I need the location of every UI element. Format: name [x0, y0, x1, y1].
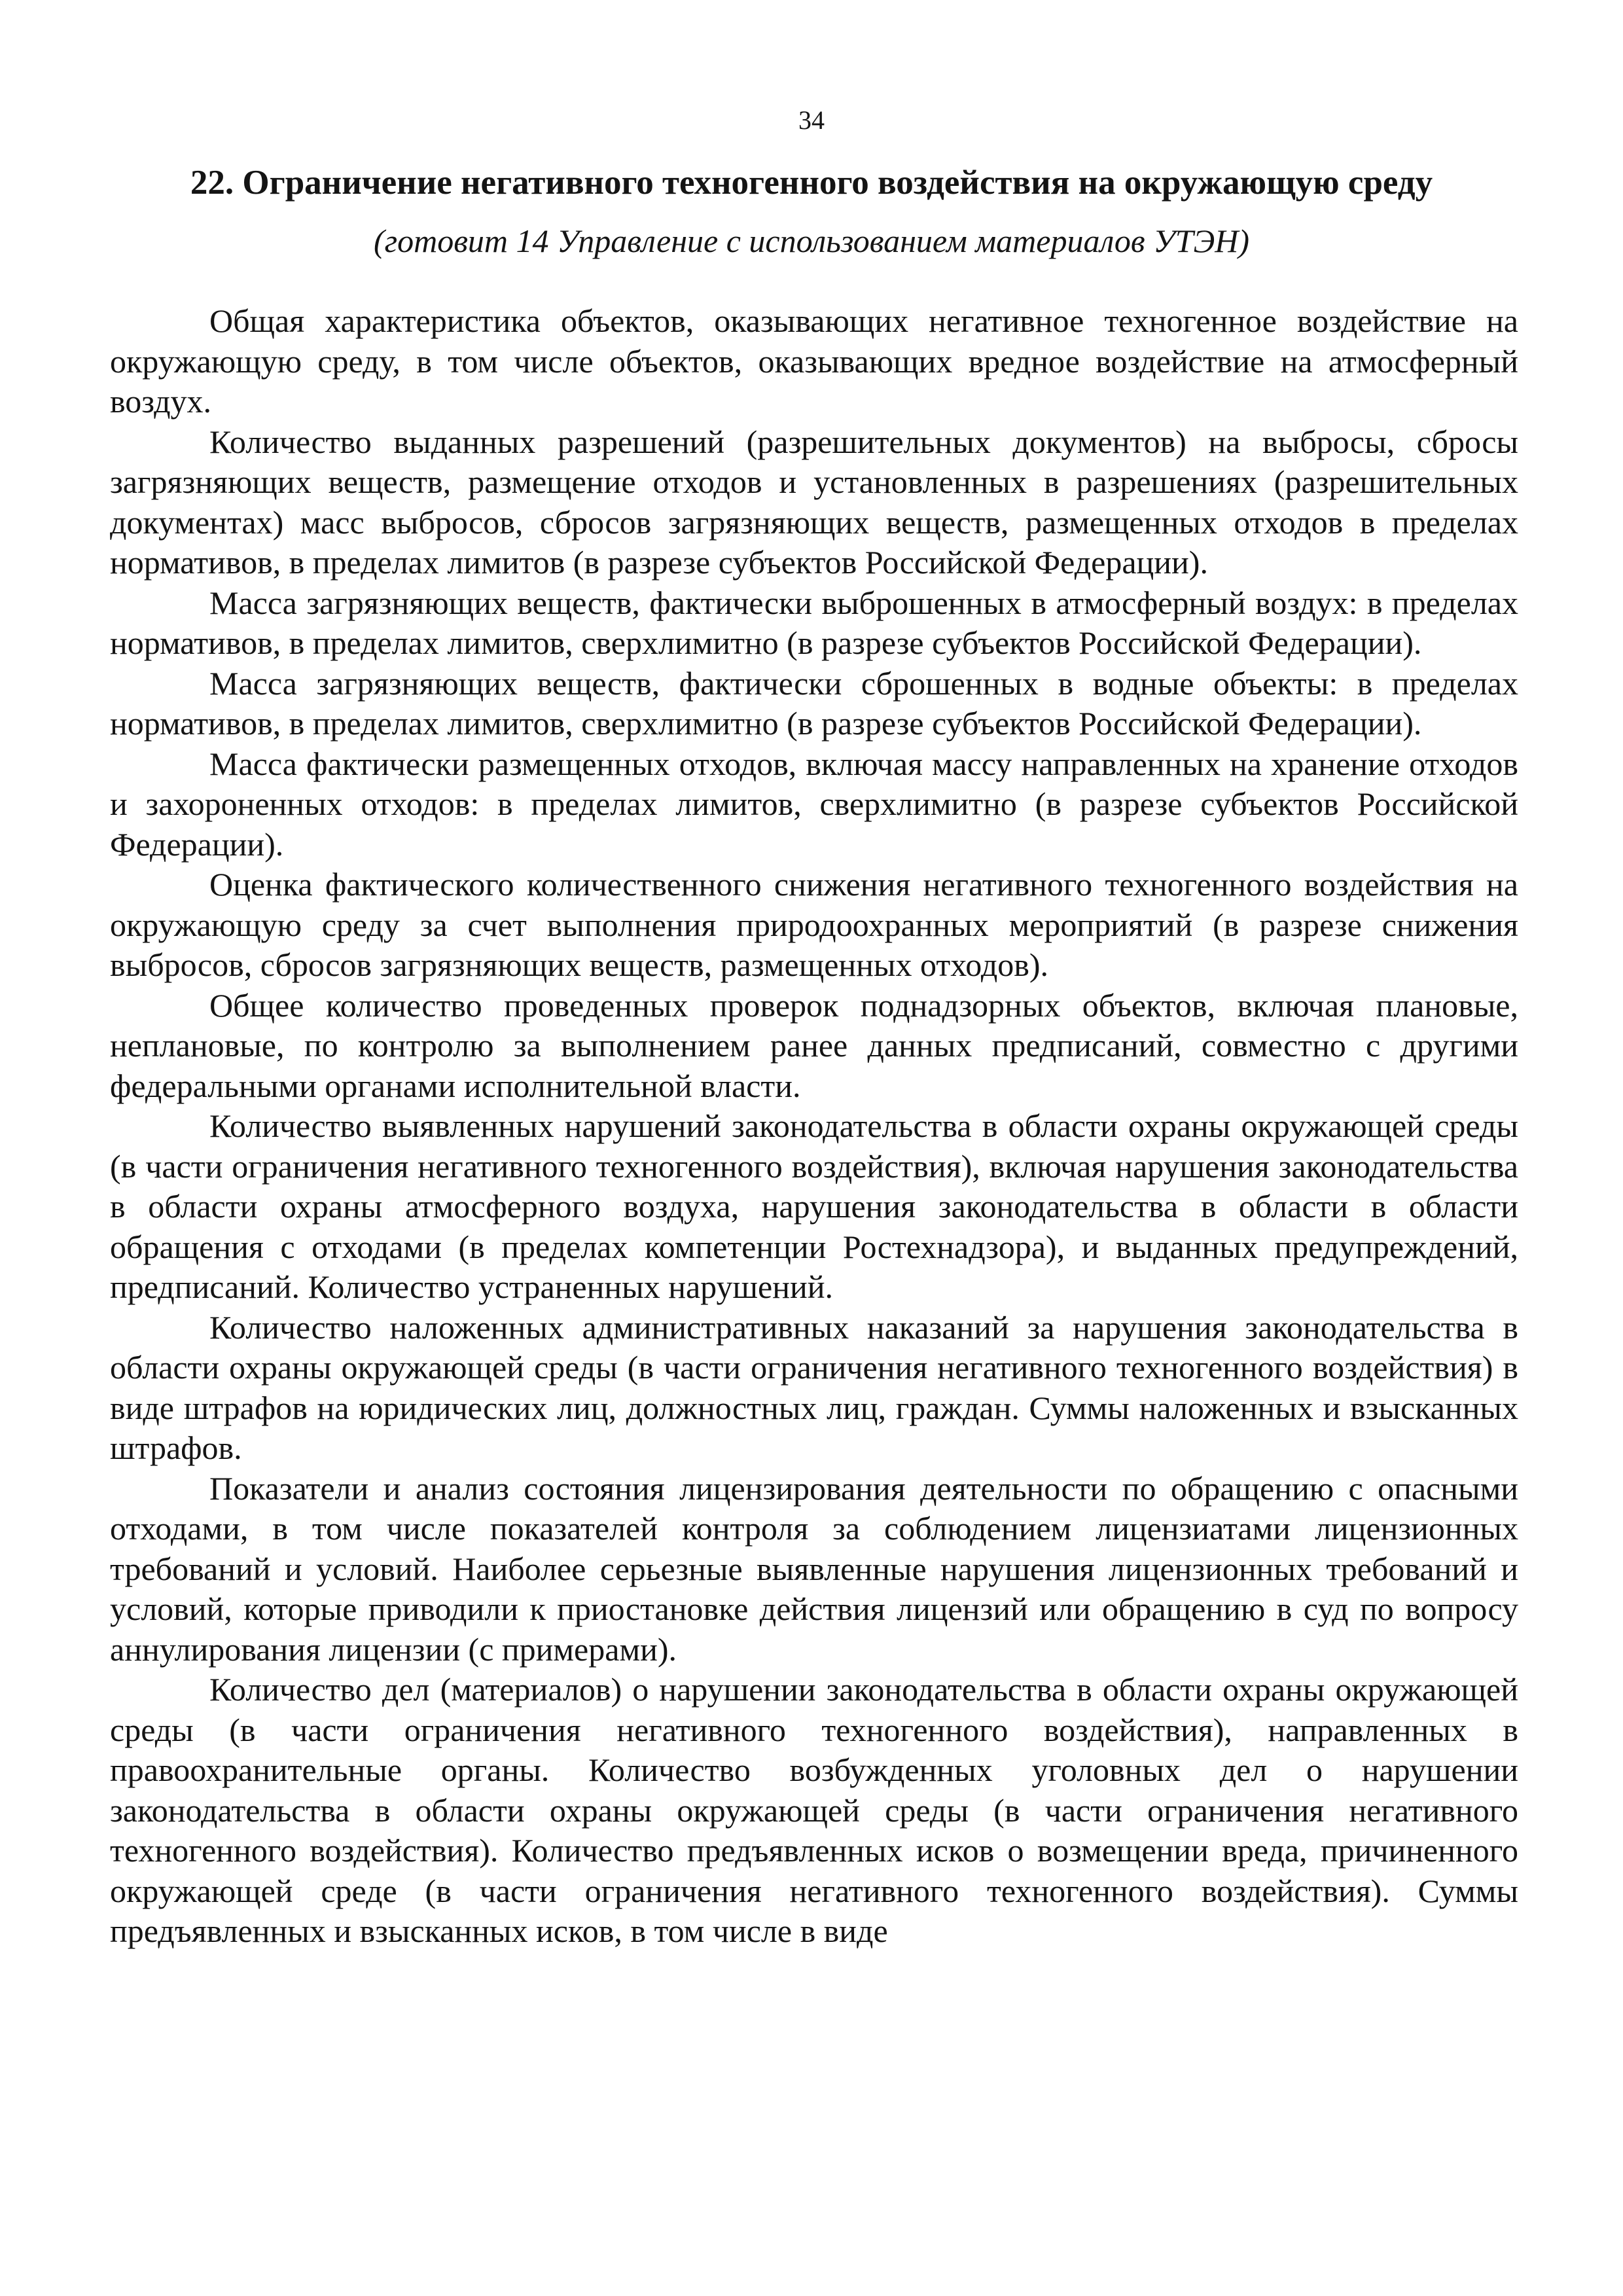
paragraph: Масса загрязняющих веществ, фактически сброшенных в водные объекты: в пределах нормативов, в пределах лимитов, сверхлимитно (в разрезе субъектов Российской Федерации). — [110, 664, 1518, 742]
paragraph: Общая характеристика объектов, оказывающих негативное техногенное воздействие на окружающую среду, в том числе объектов, оказывающих вредное воздействие на атмосферный воздух. — [110, 302, 1518, 420]
page-number: 34 — [798, 105, 825, 135]
paragraph: Показатели и анализ состояния лицензирования деятельности по обращению с опасными отходами, в том числе показателей контроля за соблюдением лицензиатами лицензионных требований и условий. Наиболее серьезные выявленные нарушения лицензионных требований и условий, которые приводили к приостановке действия лицензий или обращению в суд по вопросу аннулирования лицензии (с примерами). — [110, 1469, 1518, 1668]
paragraph: Количество выданных разрешений (разрешительных документов) на выбросы, сбросы загрязняющих веществ, размещение отходов и установленных в разрешениях (разрешительных документах) масс выбросов, сбросов загрязняющих веществ, размещенных отходов в пределах нормативов, в пределах лимитов (в разрезе субъектов Российской Федерации). — [110, 423, 1518, 581]
section-subtitle: (готовит 14 Управление с использованием материалов УТЭН) — [373, 223, 1250, 259]
paragraph: Масса фактически размещенных отходов, включая массу направленных на хранение отходов и захороненных отходов: в пределах лимитов, сверхлимитно (в разрезе субъектов Российской Федерации). — [110, 745, 1518, 863]
paragraph: Количество наложенных административных наказаний за нарушения законодательства в области охраны окружающей среды (в части ограничения негативного техногенного воздействия) в виде штрафов на юридических лиц, должностных лиц, граждан. Суммы наложенных и взысканных штрафов. — [110, 1308, 1518, 1466]
paragraph: Общее количество проведенных проверок поднадзорных объектов, включая плановые, неплановые, по контролю за выполнением ранее данных предписаний, совместно с другими федеральными органами исполнительной власти. — [110, 986, 1518, 1104]
paragraph: Количество выявленных нарушений законодательства в области охраны окружающей среды (в части ограничения негативного техногенного воздействия), включая нарушения законодательства в области охраны атмосферного воздуха, нарушения законодательства в области в области обращения с отходами (в пределах компетенции Ростехнадзора), и выданных предупреждений, предписаний. Количество устраненных нарушений. — [110, 1107, 1518, 1305]
paragraph: Количество дел (материалов) о нарушении законодательства в области охраны окружающей среды (в части ограничения негативного техногенного воздействия), направленных в правоохранительные органы. Количество возбужденных уголовных дел о нарушении законодательства в области охраны окружающей среды (в части ограничения негативного техногенного воздействия). Количество предъявленных исков о возмещении вреда, причиненного окружающей среде (в части ограничения негативного техногенного воздействия). Суммы предъявленных и взысканных исков, в том числе в виде — [110, 1671, 1518, 1949]
paragraph: Масса загрязняющих веществ, фактически выброшенных в атмосферный воздух: в пределах нормативов, в пределах лимитов, сверхлимитно (в разрезе субъектов Российской Федерации). — [110, 584, 1518, 661]
section-title: 22. Ограничение негативного техногенного воздействия на окружающую среду — [190, 164, 1433, 202]
paragraph: Оценка фактического количественного снижения негативного техногенного воздействия на окружающую среду за счет выполнения природоохранных мероприятий (в разрезе снижения выбросов, сбросов загрязняющих веществ, размещенных отходов). — [110, 866, 1518, 983]
body-text — [110, 301, 1518, 1952]
